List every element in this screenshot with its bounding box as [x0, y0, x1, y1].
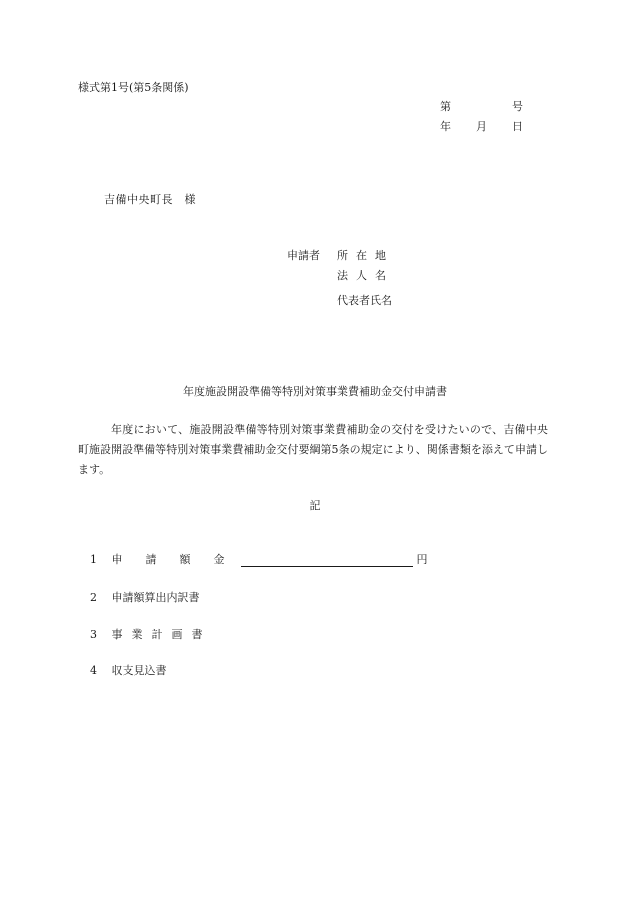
doc-number-suffix: 号 — [512, 100, 523, 113]
applicant-representative-label: 代表者氏名 — [337, 294, 392, 307]
ki-label: 記 — [309, 499, 321, 512]
addressee: 吉備中央町長 様 — [104, 193, 196, 206]
list-item — [90, 628, 212, 642]
item-label: 申請額算出内訳書 — [111, 591, 200, 604]
body-paragraph: 年度において、施設開設準備等特別対策事業費補助金の交付を受けたいので、吉備中央町施設開設準備等特別対策事業費補助金交付要綱第5条の規定により、関係書類を添えて申請します。 — [78, 423, 548, 476]
item-label: 申請額金 — [111, 553, 248, 566]
item-label: 事業計画書 — [111, 628, 212, 641]
date-day-label: 日 — [512, 120, 523, 133]
date-month-label: 月 — [476, 120, 487, 133]
item-number: 1 — [90, 553, 97, 566]
applicant-address-label: 所在地 — [337, 249, 394, 262]
list-item — [90, 591, 200, 605]
item-number: 2 — [90, 591, 97, 604]
form-number: 様式第1号(第5条関係) — [78, 81, 189, 94]
date-year-label: 年 — [440, 120, 451, 133]
list-item — [90, 553, 428, 567]
list-item — [90, 664, 167, 678]
amount-fill-line — [241, 554, 413, 567]
applicant-label: 申請者 — [287, 249, 320, 262]
item-number: 4 — [90, 664, 97, 677]
yen-suffix: 円 — [416, 553, 428, 566]
document-title: 年度施設開設準備等特別対策事業費補助金交付申請書 — [183, 385, 447, 398]
doc-number-label: 第 — [440, 100, 451, 113]
applicant-corporation-label: 法人名 — [337, 269, 394, 282]
item-number: 3 — [90, 628, 97, 641]
item-label: 収支見込書 — [111, 664, 167, 677]
